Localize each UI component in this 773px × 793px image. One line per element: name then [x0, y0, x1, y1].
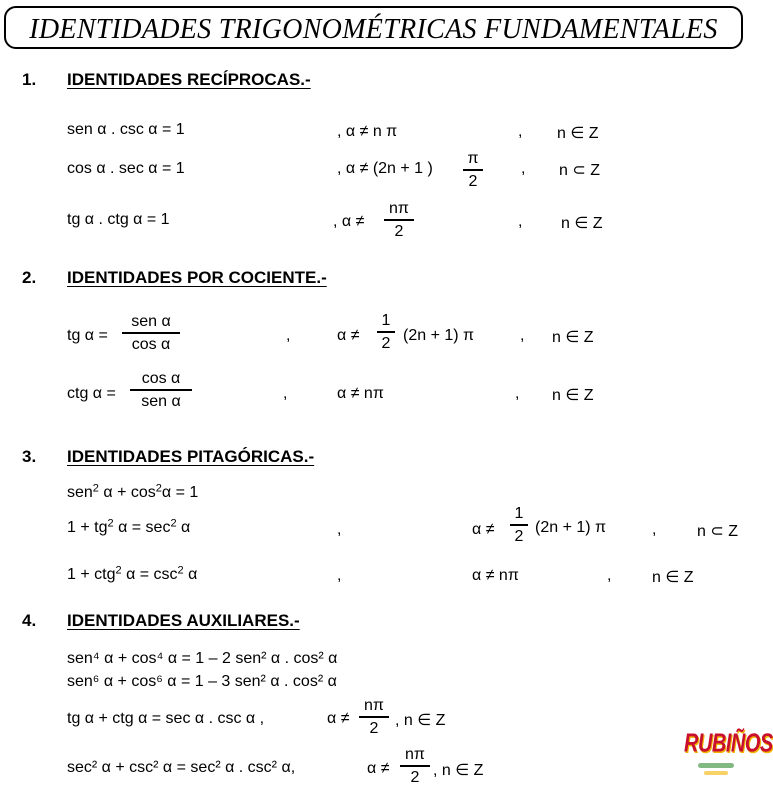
pythagorean-identity-2: $1 + tg^2$ $\alpha = \sec^2 \alpha$ — [67, 517, 191, 536]
reciprocal-fraction-3 — [384, 200, 414, 241]
fraction-denominator: 2 — [394, 223, 404, 240]
pythagorean-lhs-2: 1 + tg — [67, 519, 108, 536]
quotient-alpha-1: α ≠ — [337, 327, 360, 344]
fraction-denominator: 2 — [369, 720, 379, 737]
auxiliary-alpha-4: α ≠ — [367, 760, 390, 777]
fraction-numerator: nπ — [389, 200, 409, 217]
alpha-symbol: α — [188, 566, 198, 583]
comma-separator: , — [518, 123, 523, 140]
comma-separator: , — [520, 327, 525, 344]
fraction-bar — [130, 389, 192, 391]
section-3-heading: IDENTIDADES PITAGÓRICAS.- — [67, 447, 315, 466]
fraction-numerator: π — [467, 150, 479, 167]
pythagorean-mid-2: α = sec — [118, 519, 171, 536]
alpha-symbol: α — [103, 484, 113, 501]
rubinos-logo — [684, 729, 773, 791]
auxiliary-identity-4: sec² α + csc² α = sec² α . csc² α, — [67, 759, 296, 776]
section-1-heading: IDENTIDADES RECÍPROCAS.- — [67, 70, 311, 89]
comma-separator: , — [283, 385, 288, 402]
section-4-number: 4. — [22, 611, 37, 630]
pythagorean-plus-cos: + cos — [117, 484, 156, 501]
fraction-bar — [359, 716, 389, 718]
comma-separator: , — [337, 521, 342, 538]
reciprocal-fraction-2 — [463, 150, 483, 191]
auxiliary-set-4: , n ∈ Z — [433, 762, 484, 779]
comma-separator: , — [286, 327, 291, 344]
fraction-denominator: 2 — [381, 335, 391, 352]
fraction-numerator: cos α — [141, 370, 181, 387]
fraction-numerator: nπ — [405, 746, 425, 763]
fraction-bar — [122, 332, 180, 334]
title-box — [4, 6, 743, 49]
auxiliary-identity-1: sen⁴ α + cos⁴ α = 1 – 2 sen² α . cos² α — [67, 650, 338, 667]
pythagorean-set-3: n ∈ Z — [652, 569, 694, 586]
auxiliary-fraction-3 — [359, 697, 389, 738]
reciprocal-set-2: n ⊂ Z — [559, 162, 600, 179]
fraction-numerator: sen α — [131, 313, 171, 330]
quotient-set-1: n ∈ Z — [552, 329, 594, 346]
pythagorean-tail: α = 1 — [161, 484, 199, 501]
comma-separator: , — [337, 567, 342, 584]
reciprocal-identity-2: cos α . sec α = 1 — [67, 160, 185, 177]
quotient-fraction-1 — [122, 313, 180, 354]
pythagorean-rest-2: (2n + 1) π — [535, 519, 607, 536]
quotient-condition-2: α ≠ nπ — [337, 385, 384, 402]
reciprocal-condition-1: , α ≠ n π — [337, 123, 398, 140]
quotient-lhs-1: tg α = — [67, 327, 108, 344]
pythagorean-mid-3: α = csc — [126, 566, 178, 583]
comma-separator: , — [518, 213, 523, 230]
fraction-bar — [384, 219, 414, 221]
comma-separator: , — [652, 521, 657, 538]
auxiliary-identity-2: sen⁶ α + cos⁶ α = 1 – 3 sen² α . cos² α — [67, 673, 337, 690]
section-1-number: 1. — [22, 70, 37, 89]
quotient-fraction-2 — [130, 370, 192, 411]
section-2-heading: IDENTIDADES POR COCIENTE.- — [67, 268, 327, 287]
auxiliary-fraction-4 — [400, 746, 430, 787]
reciprocal-identity-1: sen α . csc α = 1 — [67, 121, 185, 138]
pythagorean-half-fraction — [510, 505, 528, 546]
comma-separator: , — [521, 160, 526, 177]
reciprocal-set-3: n ∈ Z — [561, 215, 603, 232]
fraction-denominator: cos α — [131, 336, 171, 353]
fraction-denominator: 2 — [514, 528, 524, 545]
comma-separator: , — [515, 385, 520, 402]
reciprocal-condition-2: , α ≠ (2n + 1 ) — [337, 160, 433, 177]
pythagorean-identity-1: sen$^2$ $\alpha + \cos^2\alpha = 1$ — [67, 482, 199, 501]
quotient-rest-1: (2n + 1) π — [403, 327, 475, 344]
page-title: IDENTIDADES TRIGONOMÉTRICAS FUNDAMENTALES — [29, 14, 718, 45]
logo-text: RUBIÑOS — [684, 729, 773, 759]
pythagorean-condition-3: α ≠ nπ — [472, 567, 519, 584]
reciprocal-condition-3: , α ≠ — [333, 213, 365, 230]
comma-separator: , — [607, 567, 612, 584]
section-3-number: 3. — [22, 447, 37, 466]
pythagorean-identity-3: 1 + ctg$^2$ $\alpha = \csc^2 \alpha$ — [67, 564, 198, 583]
fraction-bar — [377, 331, 395, 333]
section-2-number: 2. — [22, 268, 37, 287]
fraction-bar — [510, 524, 528, 526]
fraction-numerator: 1 — [381, 312, 391, 329]
fraction-bar — [400, 765, 430, 767]
fraction-numerator: nπ — [364, 697, 384, 714]
reciprocal-set-1: n ∈ Z — [557, 125, 599, 142]
pythagorean-alpha-2: α ≠ — [472, 521, 495, 538]
quotient-set-2: n ∈ Z — [552, 387, 594, 404]
quotient-lhs-2: ctg α = — [67, 385, 116, 402]
quotient-half-fraction — [377, 312, 395, 353]
logo-decoration — [704, 771, 728, 775]
pythagorean-set-2: n ⊂ Z — [697, 523, 738, 540]
fraction-denominator: 2 — [468, 173, 478, 190]
logo-decoration — [698, 763, 734, 768]
fraction-numerator: 1 — [514, 505, 524, 522]
auxiliary-alpha-3: α ≠ — [327, 710, 350, 727]
reciprocal-identity-3: tg α . ctg α = 1 — [67, 211, 170, 228]
fraction-denominator: 2 — [410, 769, 420, 786]
auxiliary-identity-3: tg α + ctg α = sec α . csc α , — [67, 710, 265, 727]
pythagorean-lhs-3: 1 + ctg — [67, 566, 116, 583]
fraction-bar — [463, 169, 483, 171]
fraction-denominator: sen α — [141, 393, 181, 410]
alpha-symbol: α — [181, 519, 191, 536]
section-4-heading: IDENTIDADES AUXILIARES.- — [67, 611, 300, 630]
auxiliary-set-3: , n ∈ Z — [395, 712, 446, 729]
